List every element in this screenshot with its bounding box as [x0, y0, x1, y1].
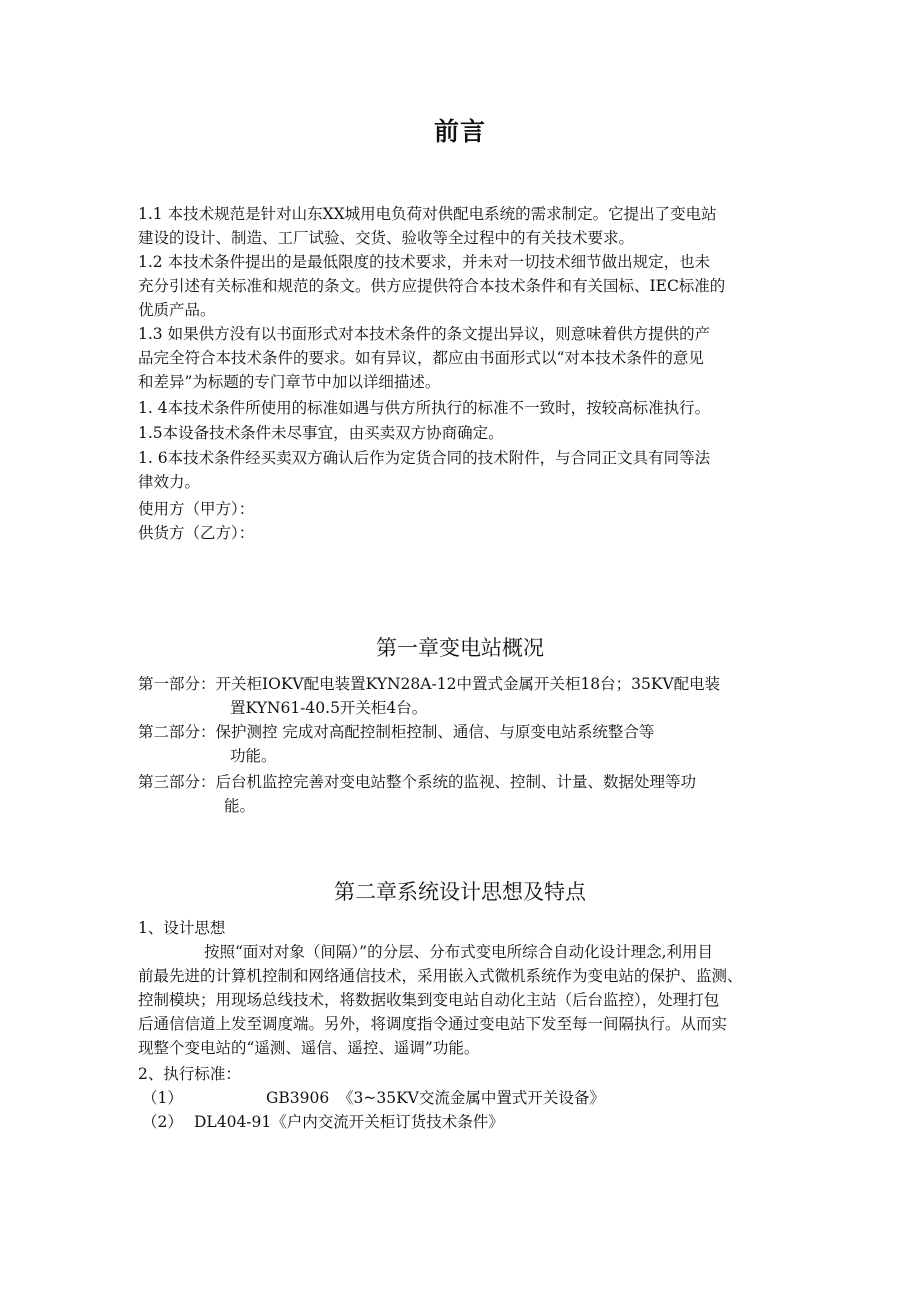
supplier-party-label: 供货方（乙方）：: [138, 524, 255, 542]
text-line: 品完全符合本技术条件的要求。如有异议，都应由书面形式以“对本技术条件的意见: [138, 349, 704, 367]
signature-block: [138, 497, 788, 545]
chapter-1-part-2: [138, 720, 788, 768]
text-line: 1.2 本技术条件提出的是最低限度的技术要求，并未对一切技术细节做出规定，也未: [138, 253, 711, 271]
text-line: 和差异”为标题的专门章节中加以详细描述。: [138, 373, 441, 391]
standard-name: 《户内交流开关柜订货技术条件》: [271, 1113, 504, 1131]
standard-code: DL404-91: [194, 1113, 272, 1131]
section-2-heading: [138, 1062, 788, 1086]
text-line: 按照“面对对象（间隔）”的分层、分布式变电所综合自动化设计理念,利用目: [204, 943, 714, 961]
preface-item-1-5: [138, 421, 788, 445]
chapter-1-part-3: [138, 770, 788, 818]
standard-name: 《3~35KV交流金属中置式开关设备》: [338, 1089, 605, 1107]
text-line: 置KYN61-40.5开关柜4台。: [230, 699, 428, 717]
section-1-heading: [138, 916, 788, 940]
preface-item-1-3: [138, 322, 788, 394]
text-line: 现整个变电站的“遥测、遥信、遥控、遥调”功能。: [138, 1039, 480, 1057]
text-line: 建设的设计、制造、工厂试验、交货、验收等全过程中的有关技术要求。: [138, 229, 635, 247]
preface-item-1-2: [138, 250, 788, 322]
text-line: 1.5本设备技术条件未尽事宜，由买卖双方协商确定。: [138, 424, 504, 442]
text-line: 充分引述有关标准和规范的条文。供方应提供符合本技术条件和有关国标、IEC标准的: [138, 277, 726, 295]
chapter-1-part-1: [138, 672, 788, 720]
standard-number: （2）: [142, 1113, 183, 1131]
text-line: 第二部分：保护测控 完成对高配控制柜控制、通信、与原变电站系统整合等: [138, 723, 655, 741]
standard-code: GB3906: [266, 1089, 330, 1107]
text-line: 律效力。: [138, 473, 201, 491]
text-line: 前最先进的计算机控制和网络通信技术，采用嵌入式微机系统作为变电站的保护、监测、: [138, 967, 743, 985]
standard-item-1: [142, 1086, 605, 1110]
text-line: 1、设计思想: [138, 919, 226, 937]
preface-title: 前言: [433, 117, 486, 146]
text-line: 第三部分：后台机监控完善对变电站整个系统的监视、控制、计量、数据处理等功: [138, 773, 697, 791]
text-line: 后通信信道上发至调度端。另外，将调度指令通过变电站下发至每一间隔执行。从而实: [138, 1015, 728, 1033]
preface-item-1-4: [138, 396, 788, 420]
text-line: 功能。: [230, 747, 277, 765]
section-1-body: [138, 940, 788, 1060]
standard-number: （1）: [142, 1089, 183, 1107]
preface-item-1-1: [138, 202, 788, 250]
standard-item-2: [142, 1110, 504, 1134]
text-line: 1. 4本技术条件所使用的标准如遇与供方所执行的标准不一致时，按较高标准执行。: [138, 399, 711, 417]
chapter-2-title: 第二章系统设计思想及特点: [334, 880, 586, 904]
text-line: 1. 6本技术条件经买卖双方确认后作为定货合同的技术附件，与合同正文具有同等法: [138, 449, 711, 467]
text-line: 优质产品。: [138, 301, 216, 319]
text-line: 1.3 如果供方没有以书面形式对本技术条件的条文提出异议，则意味着供方提供的产: [138, 325, 711, 343]
text-line: 能。: [224, 797, 256, 815]
text-line: 1.1 本技术规范是针对山东XX城用电负荷对供配电系统的需求制定。它提出了变电站: [138, 205, 717, 223]
text-line: 第一部分：开关柜IOKV配电装置KYN28A-12中置式金属开关柜18台；35KV配电装: [138, 675, 721, 693]
chapter-1-title: 第一章变电站概况: [376, 636, 544, 660]
preface-item-1-6: [138, 446, 788, 494]
text-line: 2、执行标准：: [138, 1065, 241, 1083]
user-party-label: 使用方（甲方）：: [138, 500, 255, 518]
text-line: 控制模块；用现场总线技术，将数据收集到变电站自动化主站（后台监控），处理打包: [138, 991, 720, 1009]
